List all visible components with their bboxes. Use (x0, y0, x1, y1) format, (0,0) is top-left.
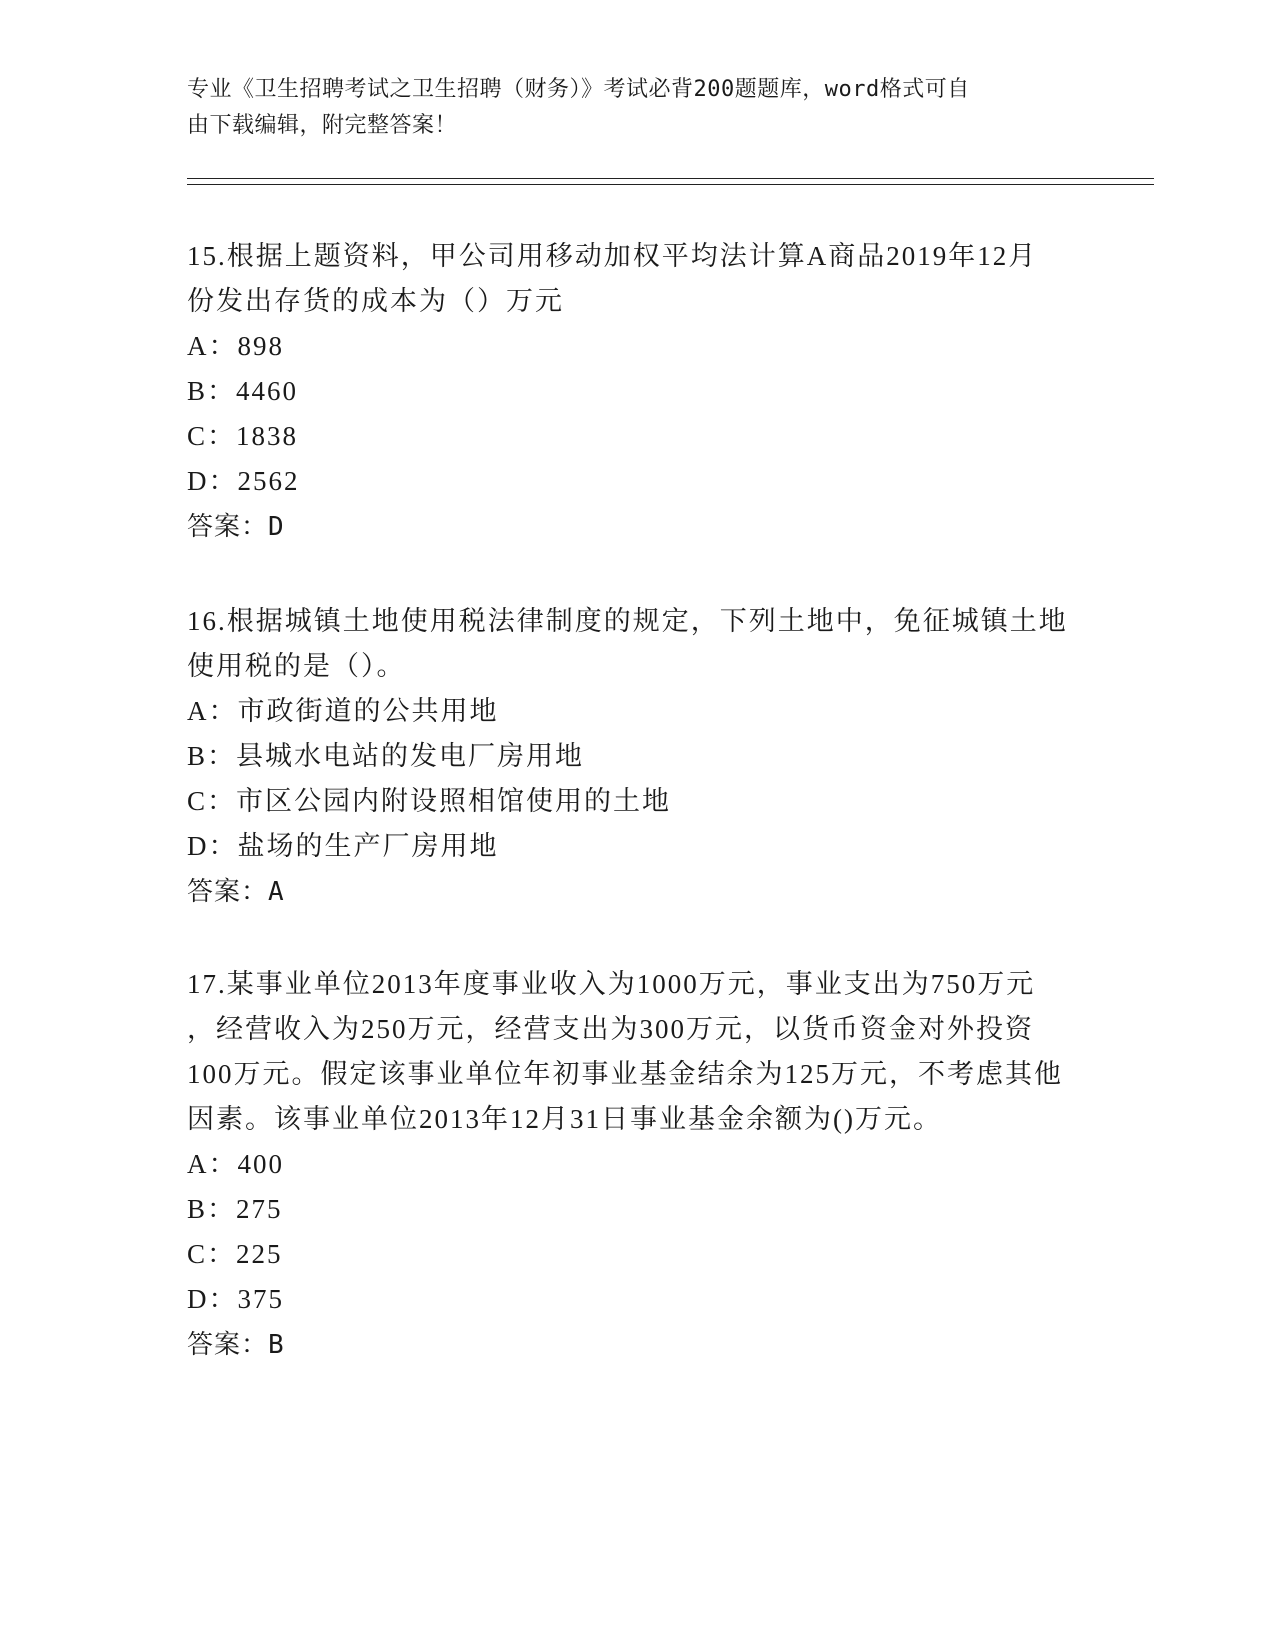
stem-line: 16.根据城镇土地使用税法律制度的规定，下列土地中，免征城镇土地 (187, 606, 1068, 636)
option-c: C：1838 (187, 421, 299, 451)
document-header (187, 72, 1067, 144)
header-divider-bottom (187, 184, 1154, 185)
option-d: D：盐场的生产厂房用地 (187, 831, 499, 861)
option-d: D：375 (187, 1284, 284, 1314)
option-a: A：市政街道的公共用地 (187, 696, 499, 726)
header-divider-top (187, 178, 1154, 179)
answer: 答案：A (187, 877, 285, 907)
stem-line: 100万元。假定该事业单位年初事业基金结余为125万元，不考虑其他 (187, 1059, 1063, 1089)
question-stem (187, 599, 1087, 689)
question-16 (187, 599, 1087, 915)
header-line-2: 由下载编辑，附完整答案！ (187, 113, 458, 138)
stem-line: 使用税的是（）。 (187, 651, 406, 681)
option-b: B：县城水电站的发电厂房用地 (187, 741, 585, 771)
question-15 (187, 234, 1087, 550)
header-line-1: 专业《卫生招聘考试之卫生招聘（财务）》考试必背200题题库，word格式可自 (187, 77, 970, 102)
option-c: C：225 (187, 1239, 283, 1269)
option-b: B：275 (187, 1194, 283, 1224)
stem-line: 17.某事业单位2013年度事业收入为1000万元，事业支出为750万元 (187, 969, 1036, 999)
stem-line: 15.根据上题资料，甲公司用移动加权平均法计算A商品2019年12月 (187, 241, 1038, 271)
option-a: A：400 (187, 1149, 284, 1179)
answer: 答案：D (187, 512, 285, 542)
stem-line: 份发出存货的成本为（）万元 (187, 286, 564, 316)
question-stem (187, 962, 1087, 1142)
answer: 答案：B (187, 1330, 285, 1360)
option-a: A：898 (187, 331, 284, 361)
option-c: C：市区公园内附设照相馆使用的土地 (187, 786, 672, 816)
stem-line: ，经营收入为250万元，经营支出为300万元，以货币资金对外投资 (187, 1014, 1034, 1044)
option-b: B：4460 (187, 376, 299, 406)
question-stem (187, 234, 1087, 324)
question-17 (187, 962, 1087, 1368)
option-d: D：2562 (187, 466, 300, 496)
stem-line: 因素。该事业单位2013年12月31日事业基金余额为()万元。 (187, 1104, 942, 1134)
